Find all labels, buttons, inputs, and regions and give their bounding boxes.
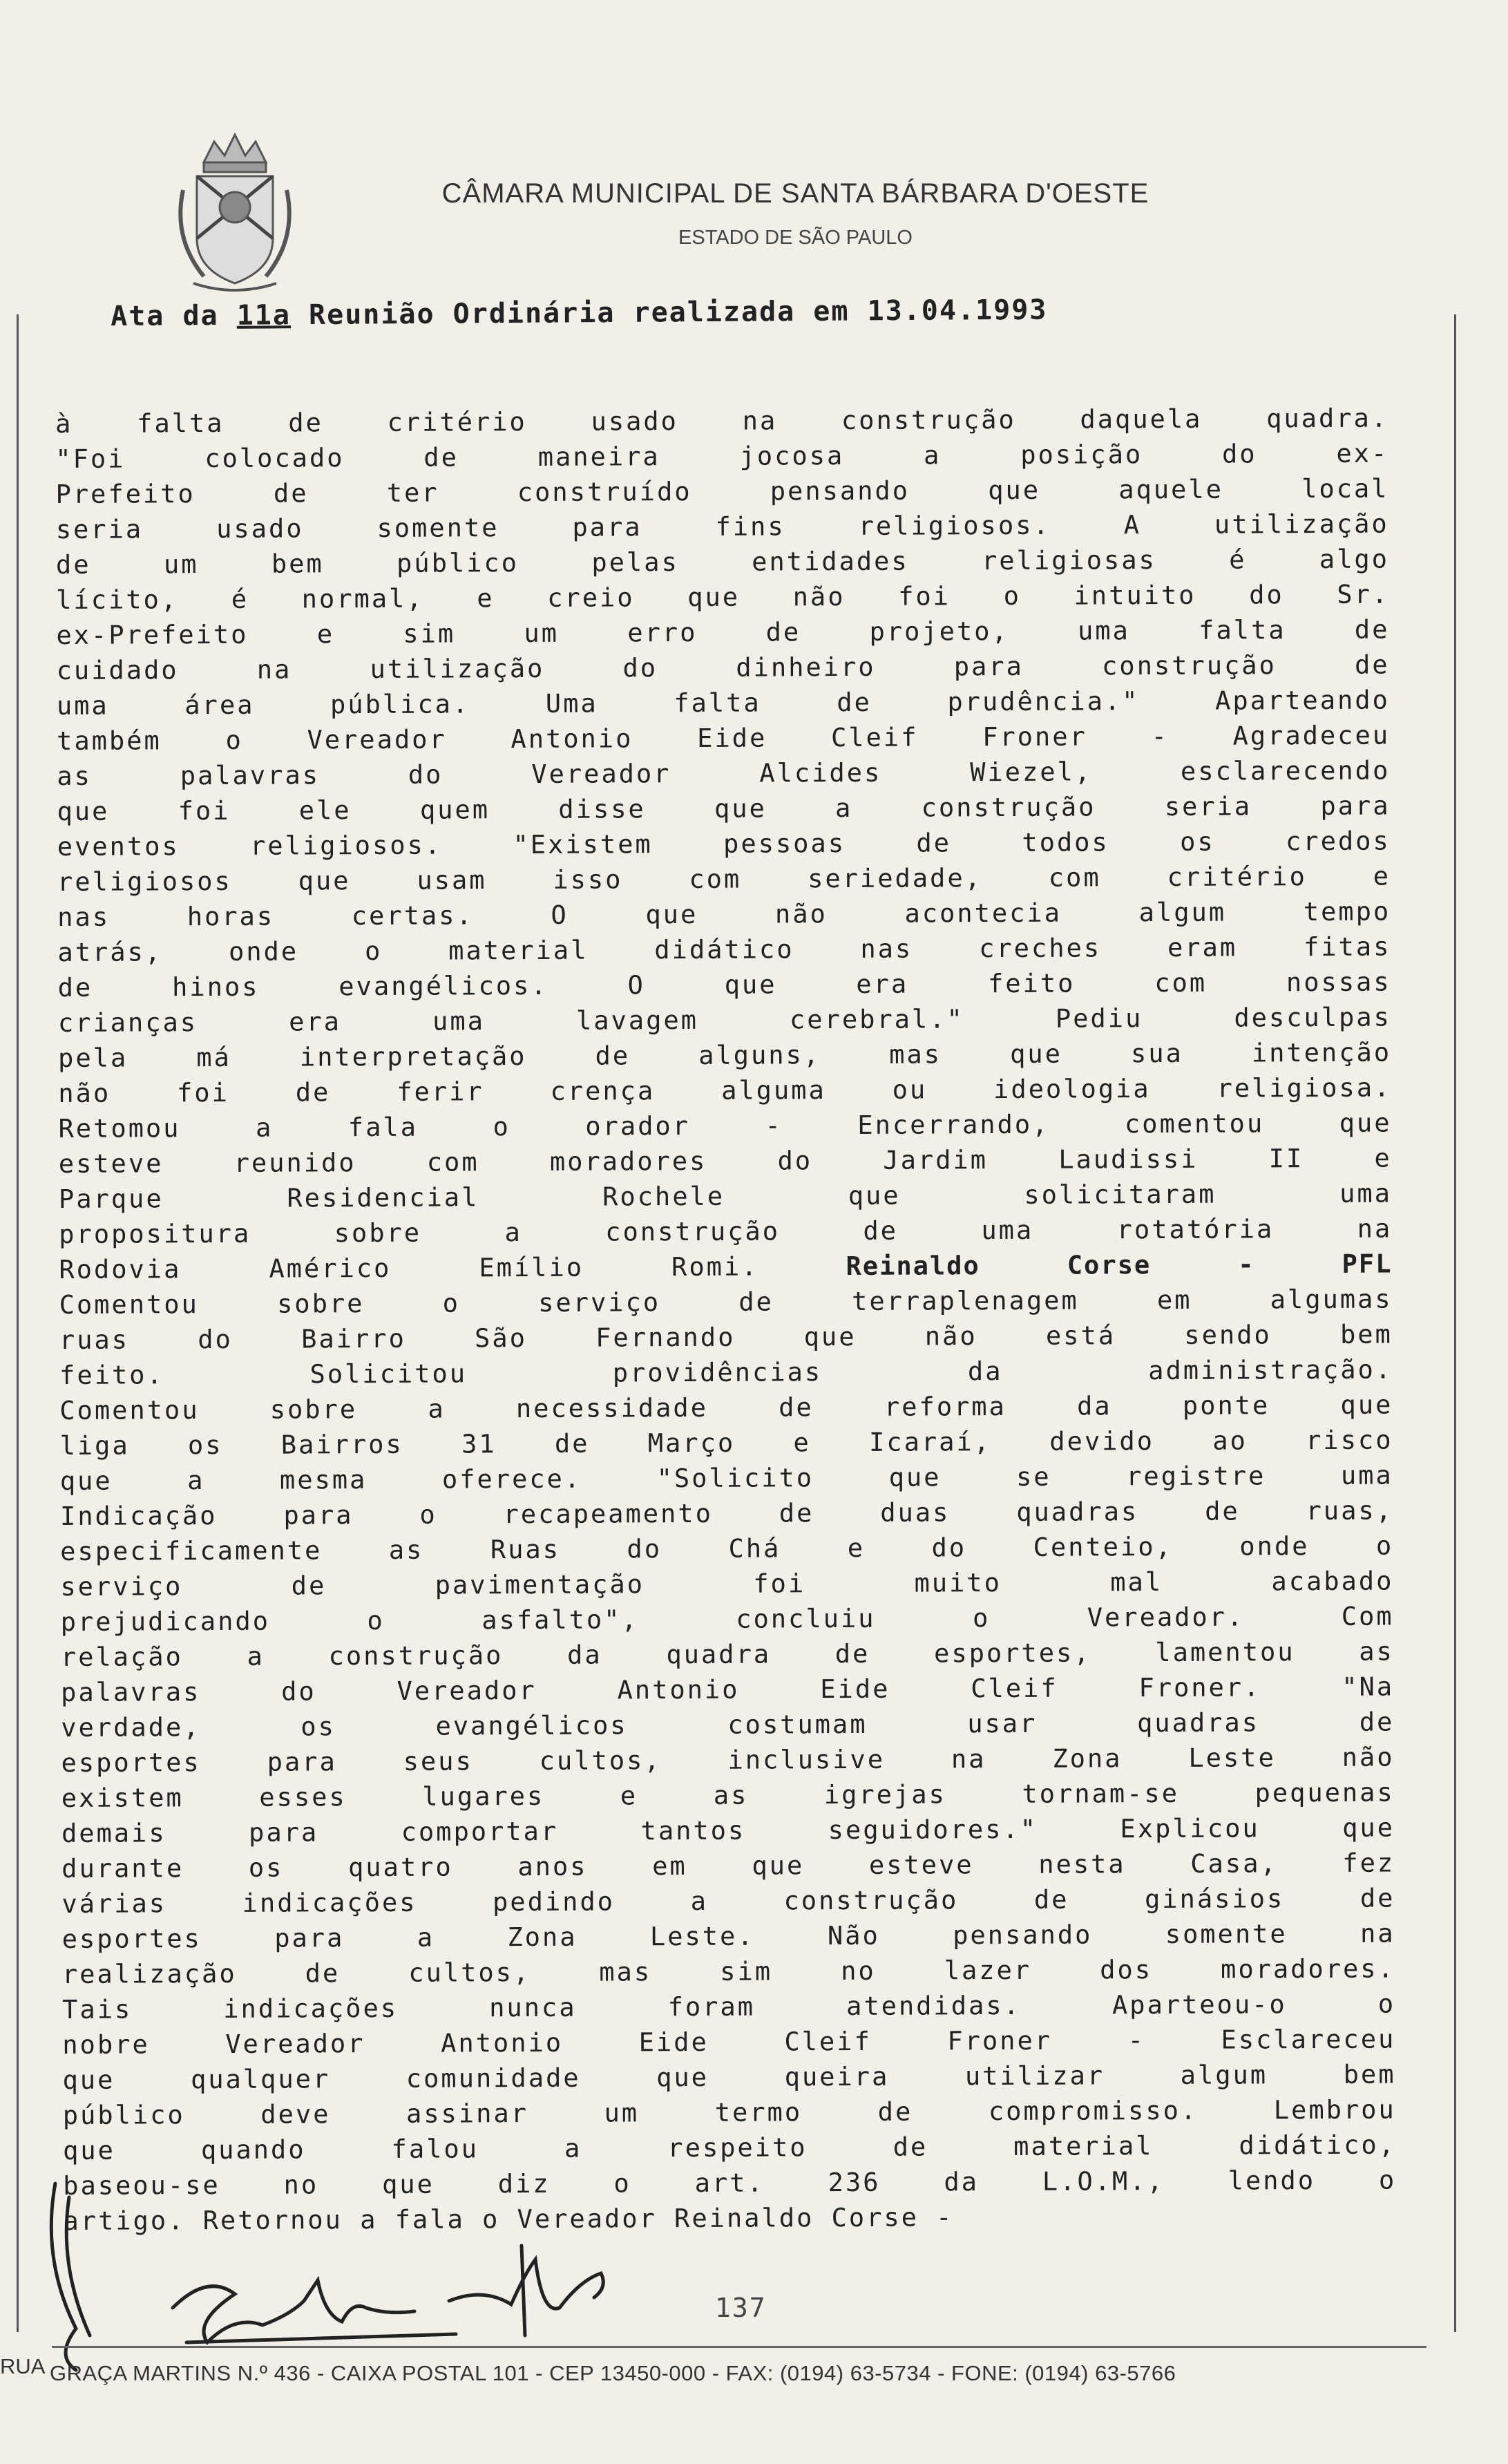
text-line-content: seria usado somente para fins religiosos. A utilização <box>55 509 1389 544</box>
footer-address: GRAÇA MARTINS N.º 436 - CAIXA POSTAL 101 - CEP 13450-000 - FAX: (0194) 63-5734 - FONE: (0194) 63-5766 <box>50 2361 1176 2385</box>
text-line-content: durante os quatro anos em que esteve nesta Casa, fez <box>61 1848 1395 1884</box>
text-line-content: Parque Residencial Rochele que solicitaram uma <box>58 1178 1393 1214</box>
text-line-content: atrás, onde o material didático nas creches eram fitas <box>57 931 1391 967</box>
text-line <box>59 1352 1393 1393</box>
text-line <box>62 1951 1395 1992</box>
handwritten-signatures <box>28 2177 649 2384</box>
text-line-content: palavras do Vereador Antonio Eide Cleif Froner. "Na <box>61 1671 1395 1707</box>
text-line <box>61 1810 1395 1851</box>
text-line-content: Retomou a fala o orador - Encerrando, comentou que <box>58 1108 1392 1144</box>
text-line <box>57 788 1390 829</box>
footer-rule <box>52 2346 1426 2348</box>
minutes-body <box>55 401 1397 2239</box>
text-line <box>59 1211 1392 1252</box>
text-line <box>61 1634 1394 1675</box>
text-line <box>60 1458 1393 1499</box>
text-line-content: propositura sobre a construção de uma rotatória na <box>59 1213 1393 1249</box>
text-line <box>58 1000 1391 1041</box>
text-line-content: uma área pública. Uma falta de prudência." Aparteando <box>56 685 1390 721</box>
text-line-content: público deve assinar um termo de compromisso. Lembrou <box>62 2094 1396 2130</box>
text-line-content: existem esses lugares e as igrejas tornam-se pequenas <box>61 1777 1395 1813</box>
text-line-content: liga os Bairros 31 de Março e Icaraí, devido ao risco <box>59 1425 1393 1461</box>
text-line <box>57 718 1390 759</box>
text-line-content: de hinos evangélicos. O que era feito com nossas <box>57 967 1391 1003</box>
text-line <box>57 824 1391 864</box>
text-line <box>61 1881 1395 1922</box>
text-line <box>63 2092 1396 2133</box>
text-line <box>62 1987 1395 2027</box>
text-line <box>61 1775 1395 1816</box>
text-line-content: lícito, é normal, e creio que não foi o intuito do Sr. <box>56 579 1390 615</box>
text-line-content: à falta de critério usado na construção daquela quadra. <box>55 403 1389 439</box>
text-line-content: nobre Vereador Antonio Eide Cleif Froner - Esclareceu <box>62 2024 1396 2060</box>
text-line <box>62 2022 1395 2063</box>
text-line-content: demais para comportar tantos seguidores." Explicou que <box>61 1812 1395 1848</box>
text-line <box>61 1846 1395 1886</box>
footer-label: RUA <box>0 2354 46 2378</box>
text-line <box>57 894 1391 935</box>
text-line-content: nas horas certas. O que não acontecia algum tempo <box>57 896 1391 932</box>
text-line <box>59 1282 1393 1323</box>
text-line-content: de um bem público pelas entidades religiosas é algo <box>55 544 1390 580</box>
text-line <box>61 1669 1394 1710</box>
text-line <box>59 1423 1393 1463</box>
text-line-content: prejudicando o asfalto", concluiu o Vereador. Com <box>60 1601 1394 1637</box>
text-line-content: relação a construção da quadra de esportes, lamentou as <box>60 1636 1394 1672</box>
text-line-content: verdade, os evangélicos costumam usar quadras de <box>61 1707 1395 1743</box>
page-number: 137 <box>715 2293 767 2323</box>
document-title: Ata da 11a Reunião Ordinária realizada em 13.04.1993 <box>111 294 1048 332</box>
text-line-content: que a mesma oferece. "Solicito que se registre uma <box>59 1460 1393 1496</box>
text-line <box>58 1035 1391 1076</box>
text-line-content: esportes para seus cultos, inclusive na Zona Leste não <box>61 1742 1395 1778</box>
text-line-content: "Foi colocado de maneira jocosa a posição do ex- <box>55 438 1389 474</box>
text-line <box>59 1247 1392 1287</box>
text-line-content: Prefeito de ter construído pensando que aquele local <box>55 473 1389 509</box>
text-line <box>59 1141 1392 1182</box>
text-line <box>61 1740 1394 1781</box>
text-line <box>60 1564 1393 1604</box>
text-line <box>62 1916 1395 1957</box>
text-line-content: eventos religiosos. "Existem pessoas de todos os credos <box>57 826 1391 862</box>
text-line-content: ruas do Bairro São Fernando que não está sendo bem <box>59 1319 1393 1355</box>
text-line <box>57 647 1390 688</box>
right-margin-rule <box>1454 314 1456 2332</box>
text-line <box>61 1599 1394 1640</box>
text-line <box>62 2057 1395 2098</box>
text-line-content: baseou-se no que diz o art. 236 da L.O.M., lendo o <box>63 2165 1397 2201</box>
text-line-content: cuidado na utilização do dinheiro para construção de <box>56 650 1390 685</box>
institution-name: CÂMARA MUNICIPAL DE SANTA BÁRBARA D'OESTE <box>441 178 1149 209</box>
text-line <box>56 612 1389 653</box>
text-line-content: pela má interpretação de alguns, mas que sua intenção <box>58 1037 1392 1073</box>
text-line <box>55 471 1388 512</box>
text-line-content: Indicação para o recapeamento de duas quadras de ruas, <box>59 1495 1394 1531</box>
text-line <box>61 1705 1394 1745</box>
municipal-coat-of-arms-icon <box>166 121 304 301</box>
text-line <box>58 965 1391 1005</box>
text-line <box>58 1106 1391 1146</box>
text-line <box>59 1317 1393 1358</box>
text-line-content: serviço de pavimentação foi muito mal acabado <box>60 1566 1394 1602</box>
text-line <box>57 859 1391 900</box>
text-line-content: artigo. Retornou a fala o Vereador Reinaldo Corse - <box>63 2202 954 2236</box>
text-line <box>57 753 1390 794</box>
text-line <box>60 1493 1393 1534</box>
text-line-content: que qualquer comunidade que queira utilizar algum bem <box>62 2059 1396 2095</box>
text-line <box>59 1387 1393 1428</box>
left-margin-rule <box>17 314 19 2332</box>
text-line <box>57 683 1390 723</box>
text-line-content: esteve reunido com moradores do Jardim Laudissi II e <box>58 1143 1392 1179</box>
text-line <box>55 436 1388 477</box>
text-line-content: também o Vereador Antonio Eide Cleif Froner - Agradeceu <box>57 720 1391 756</box>
text-line-content: as palavras do Vereador Alcides Wiezel, esclarecendo <box>57 755 1391 791</box>
text-line <box>56 506 1389 547</box>
text-line-content: Comentou sobre a necessidade de reforma da ponte que <box>59 1390 1393 1425</box>
text-line <box>56 542 1389 582</box>
text-line <box>63 2127 1396 2168</box>
text-line-content: realização de cultos, mas sim no lazer dos moradores. <box>61 1953 1395 1989</box>
text-line-content: Tais indicações nunca foram atendidas. Aparteou-o o <box>62 1989 1396 2025</box>
text-line-content: ex-Prefeito e sim um erro de projeto, uma falta de <box>56 614 1390 650</box>
text-line <box>59 1176 1392 1217</box>
session-number: 11a <box>236 299 292 332</box>
text-line-content: várias indicações pedindo a construção de ginásios de <box>61 1883 1395 1919</box>
text-line-content: que foi ele quem disse que a construção seria para <box>57 790 1391 826</box>
text-line-content: esportes para a Zona Leste. Não pensando somente na <box>61 1918 1395 1954</box>
state-name: ESTADO DE SÃO PAULO <box>678 227 913 249</box>
text-line-content: Comentou sobre o serviço de terraplenagem em algumas <box>59 1284 1393 1320</box>
text-line-content: crianças era uma lavagem cerebral." Pediu desculpas <box>57 1002 1391 1038</box>
text-line <box>55 401 1388 442</box>
text-line <box>58 1070 1391 1111</box>
text-line-content: religiosos que usam isso com seriedade, com critério e <box>57 861 1391 897</box>
text-line-content: Rodovia Américo Emílio Romi. <box>59 1251 759 1285</box>
speaker-highlight: Reinaldo Corse - PFL <box>758 1249 1393 1282</box>
text-line <box>56 577 1389 618</box>
text-line-content: feito. Solicitou providências da administração. <box>59 1354 1393 1390</box>
text-line-content: não foi de ferir crença alguma ou ideologia religiosa. <box>58 1072 1392 1108</box>
text-line-content: especificamente as Ruas do Chá e do Centeio, onde o <box>60 1530 1394 1566</box>
text-line <box>57 929 1391 970</box>
text-line-content: que quando falou a respeito de material didático, <box>62 2130 1397 2166</box>
text-line <box>60 1528 1393 1569</box>
